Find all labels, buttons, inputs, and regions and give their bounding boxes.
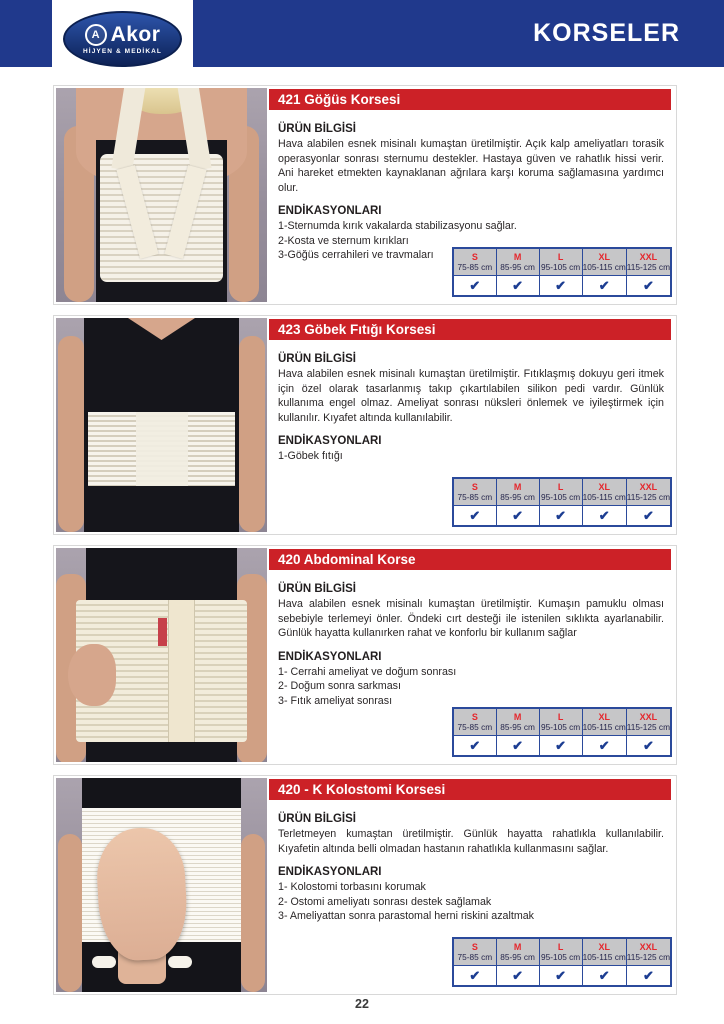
size-cell (626, 248, 671, 276)
size-range: 105-115 cm (582, 261, 626, 272)
model-arm-graphic (58, 336, 84, 532)
check-icon: ✔ (496, 966, 539, 987)
check-icon: ✔ (626, 276, 671, 297)
check-icon: ✔ (626, 736, 671, 757)
check-icon: ✔ (496, 276, 539, 297)
size-label: M (513, 251, 522, 262)
check-icon: ✔ (626, 966, 671, 987)
size-range: 115-125 cm (626, 261, 670, 272)
info-text: Hava alabilen esnek misinalı kumaştan üretilmiştir. Fıtıklaşmış dokuyu geri itmek için özel olarak tasarlanmış takıp çıkartılabilen silikon pedi vardır. Günlük kullanıma engel olmaz. Ameliyat sonrası nüksleri önlemek ve iyileştirmek için kullanılır. Kıyafet altında kullanılabilir. (278, 368, 664, 424)
check-icon: ✔ (582, 966, 626, 987)
size-label: L (557, 481, 564, 492)
check-icon: ✔ (582, 506, 626, 527)
product-title: 420 - K Kolostomi Korsesi (278, 782, 446, 797)
size-cell (496, 248, 539, 276)
size-label: S (471, 941, 478, 952)
size-table (452, 247, 672, 298)
size-cell (626, 938, 671, 966)
abdominal-corset-photo (56, 548, 267, 762)
black-top-graphic (86, 548, 237, 606)
pouch-wing-graphic (92, 956, 116, 968)
size-table (452, 707, 672, 758)
indications-heading: ENDİKASYONLARI (278, 650, 382, 663)
size-range: 75-85 cm (457, 491, 493, 502)
model-arm-graphic (58, 834, 82, 992)
indications-heading: ENDİKASYONLARI (278, 435, 382, 447)
corset-center-panel-graphic (136, 412, 188, 486)
size-range: 95-105 cm (540, 721, 581, 732)
size-range: 85-95 cm (500, 721, 535, 732)
size-range: 115-125 cm (626, 491, 670, 502)
logo (52, 0, 193, 80)
check-icon: ✔ (626, 506, 671, 527)
size-cell (496, 938, 539, 966)
size-label: L (557, 941, 564, 952)
check-icon: ✔ (453, 276, 496, 297)
size-label: S (471, 481, 478, 492)
size-range: 75-85 cm (457, 951, 493, 962)
size-range: 95-105 cm (540, 951, 581, 962)
product-title-bar (269, 549, 671, 570)
size-table (452, 937, 672, 988)
size-label: XXL (639, 481, 658, 492)
info-text: Terletmeyen kumaştan üretilmiştir. Günlük hayatta rahatlıkla kullanılabilir. Kıyafetin altında belli olmadan hastanın rahatlıkla kullanmasını sağlar. (278, 828, 664, 855)
product-title-bar (269, 779, 671, 800)
size-label: M (513, 941, 522, 952)
indication-item: 1-Sternumda kırık vakalarda stabilizasyonu sağlar. (278, 220, 517, 232)
product-section-420 (53, 545, 677, 765)
page-number: 22 (355, 997, 369, 1011)
product-title-bar (269, 89, 671, 110)
size-cell (626, 708, 671, 736)
product-title: 423 Göbek Fıtığı Korsesi (278, 322, 436, 337)
size-table-header-row (453, 248, 671, 276)
size-range: 75-85 cm (457, 261, 493, 272)
velcro-strip-graphic (168, 600, 195, 742)
size-table (452, 477, 672, 528)
size-table-check-row (453, 736, 671, 757)
chest-corset-photo (56, 88, 267, 302)
check-icon: ✔ (539, 966, 582, 987)
size-cell (496, 708, 539, 736)
check-icon: ✔ (539, 736, 582, 757)
product-content (269, 776, 676, 994)
size-cell (582, 938, 626, 966)
check-icon: ✔ (453, 966, 496, 987)
logo-brand: Akor (110, 23, 161, 46)
indication-item: 2- Doğum sonra sarkması (278, 680, 401, 692)
size-range: 115-125 cm (626, 721, 670, 732)
model-arm-graphic (239, 336, 265, 532)
size-cell (626, 478, 671, 506)
info-heading: ÜRÜN BİLGİSİ (278, 813, 356, 825)
check-icon: ✔ (453, 506, 496, 527)
logo-row (85, 23, 161, 47)
size-cell (453, 478, 496, 506)
size-range: 85-95 cm (500, 261, 535, 272)
check-icon: ✔ (582, 276, 626, 297)
check-icon: ✔ (539, 276, 582, 297)
product-section-421 (53, 85, 677, 305)
size-label: XL (598, 251, 610, 262)
size-range: 105-115 cm (582, 721, 626, 732)
size-range: 105-115 cm (582, 491, 626, 502)
size-label: XL (598, 941, 610, 952)
size-range: 95-105 cm (540, 491, 581, 502)
info-heading: ÜRÜN BİLGİSİ (278, 583, 356, 595)
logo-subtitle: HİJYEN & MEDİKAL (83, 48, 162, 55)
size-label: XL (598, 711, 610, 722)
size-label: XXL (639, 251, 658, 262)
product-section-420k (53, 775, 677, 995)
colostomy-corset-photo (56, 778, 267, 992)
info-heading: ÜRÜN BİLGİSİ (278, 123, 356, 135)
size-table-header-row (453, 938, 671, 966)
check-icon: ✔ (496, 506, 539, 527)
size-range: 115-125 cm (626, 951, 670, 962)
logo-oval (63, 11, 182, 67)
size-cell (582, 708, 626, 736)
size-range: 85-95 cm (500, 951, 535, 962)
product-title: 420 Abdominal Korse (278, 552, 416, 567)
size-cell (582, 248, 626, 276)
size-label: M (513, 481, 522, 492)
size-range: 85-95 cm (500, 491, 535, 502)
size-cell (453, 248, 496, 276)
indications-heading: ENDİKASYONLARI (278, 205, 382, 217)
check-icon: ✔ (582, 736, 626, 757)
label-tag-graphic (158, 618, 167, 646)
size-label: XXL (639, 711, 658, 722)
indication-item: 2-Kosta ve sternum kırıkları (278, 234, 409, 247)
indication-item: 3- Ameliyattan sonra parastomal herni riskini azaltmak (278, 910, 535, 922)
model-hand-graphic (68, 644, 116, 706)
size-cell (539, 708, 582, 736)
check-icon: ✔ (496, 736, 539, 757)
model-arm-graphic (241, 834, 265, 992)
size-table-header-row (453, 708, 671, 736)
check-icon: ✔ (453, 736, 496, 757)
product-content (269, 546, 676, 764)
product-title-bar (269, 319, 671, 340)
pouch-wing-graphic (168, 956, 192, 968)
size-range: 105-115 cm (582, 951, 626, 962)
size-cell (453, 938, 496, 966)
indication-item: 1- Kolostomi torbasını korumak (278, 881, 426, 893)
product-content (269, 316, 676, 534)
info-text: Hava alabilen esnek misinalı kumaştan üretilmiştir. Açık kalp ameliyatları torasik operasyonlar sonrası sternumu destekler. Hastaya güven ve rahatlık hissi verir. Ani hareket etmekten kaynaklanan ağrılara karşı koruma sağlamasına yardımcı olur. (278, 138, 664, 194)
info-heading: ÜRÜN BİLGİSİ (278, 353, 356, 365)
check-icon: ✔ (539, 506, 582, 527)
size-label: M (513, 711, 522, 722)
size-label: L (557, 711, 564, 722)
size-table-check-row (453, 276, 671, 297)
size-label: XL (598, 481, 610, 492)
product-title: 421 Göğüs Korsesi (278, 92, 401, 107)
indication-item: 3-Göğüs cerrahileri ve travmaları (278, 249, 434, 261)
size-range: 75-85 cm (457, 721, 493, 732)
indication-item: 1-Göbek fıtığı (278, 450, 343, 462)
umbilical-hernia-corset-photo (56, 318, 267, 532)
size-range: 95-105 cm (540, 261, 581, 272)
logo-emblem-icon: A (85, 24, 107, 46)
size-label: XXL (639, 941, 658, 952)
indication-item: 1- Cerrahi ameliyat ve doğum sonrası (278, 665, 457, 678)
size-cell (539, 938, 582, 966)
size-cell (539, 478, 582, 506)
size-table-header-row (453, 478, 671, 506)
size-table-check-row (453, 966, 671, 987)
size-cell (496, 478, 539, 506)
size-label: S (471, 711, 478, 722)
product-section-423 (53, 315, 677, 535)
size-cell (453, 708, 496, 736)
info-text: Hava alabilen esnek misinalı kumaştan üretilmiştir. Kumaşın pamuklu olması sebebiyle terlemeyi önler. Öndeki cırt desteği ile istenilen sıklıkta ayarlanabilir. Günlük hayatta kullanırken rahat ve konforlu bir kullanım sağlar (278, 598, 664, 639)
product-content (269, 86, 676, 304)
indication-item: 3- Fıtık ameliyat sonrası (278, 694, 393, 707)
indications-heading: ENDİKASYONLARI (278, 866, 382, 878)
indication-item: 2- Ostomi ameliyatı sonrası destek sağlamak (278, 895, 492, 908)
size-label: S (471, 251, 478, 262)
size-label: L (557, 251, 564, 262)
page-title: KORSELER (533, 19, 680, 47)
size-cell (539, 248, 582, 276)
size-table-check-row (453, 506, 671, 527)
size-cell (582, 478, 626, 506)
